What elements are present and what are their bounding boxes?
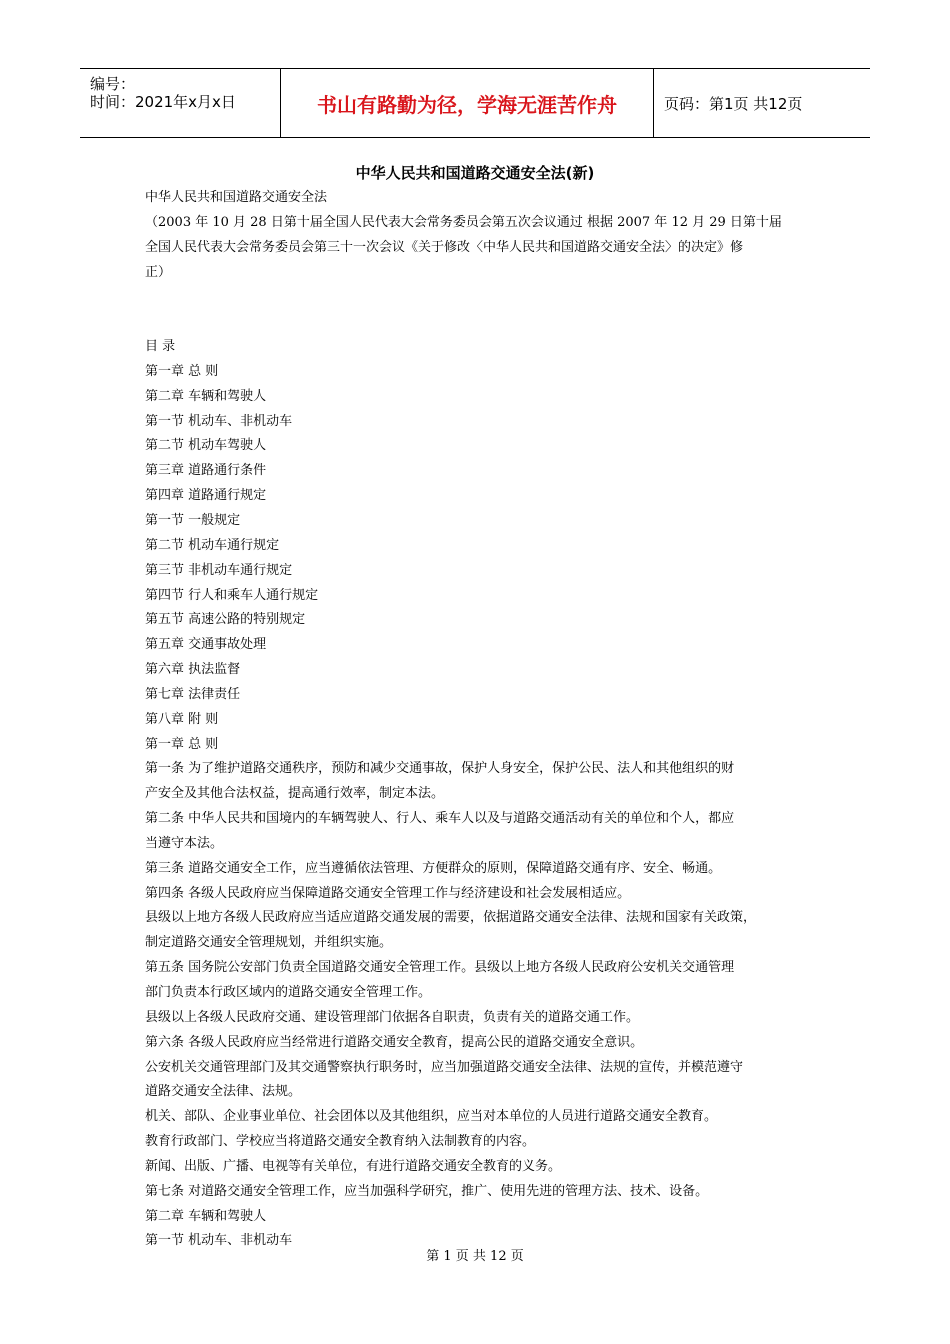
- text-line: 产安全及其他合法权益，提高通行效率，制定本法。: [145, 786, 445, 802]
- text-line: 教育行政部门、学校应当将道路交通安全教育纳入法制教育的内容。: [145, 1134, 536, 1150]
- intro-line: （2003 年 10 月 28 日第十届全国人民代表大会常务委员会第五次会议通过 根据 2007 年 12 月 29 日第十届: [145, 214, 782, 230]
- header-info-cell: [80, 69, 280, 137]
- text-line: 第二节 机动车驾驶人: [145, 438, 267, 454]
- time-label: 时间：2021年x月x日: [90, 93, 236, 111]
- text-line: 第三节 非机动车通行规定: [145, 562, 293, 578]
- text-line: 第一章 总 则: [145, 363, 219, 379]
- text-line: 公安机关交通管理部门及其交通警察执行职务时，应当加强道路交通安全法律、法规的宣传，并模范遵守: [145, 1059, 744, 1075]
- header-divider: [653, 69, 654, 137]
- text-line: 第三条 道路交通安全工作，应当遵循依法管理、方便群众的原则，保障道路交通有序、安全、畅通。: [145, 860, 722, 876]
- text-line: 第四节 行人和乘车人通行规定: [145, 587, 319, 603]
- text-line: 县级以上各级人民政府交通、建设管理部门依据各自职责，负责有关的道路交通工作。: [145, 1009, 640, 1025]
- text-line: 第三章 道路通行条件: [145, 463, 267, 479]
- text-line: 制定道路交通安全管理规划，并组织实施。: [145, 935, 393, 951]
- text-line: 第六条 各级人民政府应当经常进行道路交通安全教育，提高公民的道路交通安全意识。: [145, 1034, 644, 1050]
- document-body: [145, 186, 815, 1254]
- number-label: 编号：: [90, 75, 136, 93]
- text-line: 第五条 国务院公安部门负责全国道路交通安全管理工作。县级以上地方各级人民政府公安机关交通管理: [145, 960, 735, 976]
- text-line: 第一节 机动车、非机动车: [145, 1233, 293, 1249]
- text-line: 第七章 法律责任: [145, 686, 241, 702]
- intro-line: 全国人民代表大会常务委员会第三十一次会议《关于修改〈中华人民共和国道路交通安全法〉的决定》修: [145, 239, 744, 255]
- text-line: 部门负责本行政区域内的道路交通安全管理工作。: [145, 985, 432, 1000]
- page-footer: 第 1 页 共 12 页: [426, 1249, 524, 1264]
- document-lines: [145, 335, 815, 1254]
- text-line: 第四章 道路通行规定: [145, 488, 267, 504]
- text-line: 县级以上地方各级人民政府应当适应道路交通发展的需要，依据道路交通安全法律、法规和国家有关政策，: [145, 910, 757, 926]
- document-title: 中华人民共和国道路交通安全法(新): [355, 164, 595, 182]
- text-line: 当遵守本法。: [145, 835, 224, 851]
- text-line: 第六章 执法监督: [145, 662, 241, 678]
- intro-line: 正）: [145, 264, 172, 280]
- text-line: 第二章 车辆和驾驶人: [145, 1208, 267, 1224]
- text-line: 第五章 交通事故处理: [145, 637, 267, 653]
- text-line: 第二条 中华人民共和国境内的车辆驾驶人、行人、乘车人以及与道路交通活动有关的单位和个人，都应: [145, 811, 735, 827]
- text-line: 第四条 各级人民政府应当保障道路交通安全管理工作与经济建设和社会发展相适应。: [145, 885, 631, 901]
- text-line: 第八章 附 则: [145, 711, 219, 727]
- header-motto: 书山有路勤为径，学海无涯苦作舟: [317, 92, 617, 117]
- text-line: 第一节 一般规定: [145, 512, 241, 528]
- text-line: 道路交通安全法律、法规。: [145, 1084, 302, 1100]
- text-line: 第一条 为了维护道路交通秩序，预防和减少交通事故，保护人身安全，保护公民、法人和其他组织的财: [145, 761, 735, 777]
- header-table: [80, 68, 870, 138]
- text-line: 第一节 机动车、非机动车: [145, 413, 293, 429]
- intro-line: 中华人民共和国道路交通安全法: [145, 190, 328, 205]
- text-line: 第一章 总 则: [145, 736, 219, 752]
- text-line: 第二节 机动车通行规定: [145, 537, 280, 553]
- blank-space: [145, 285, 815, 335]
- text-line: 第五节 高速公路的特别规定: [145, 612, 306, 628]
- text-line: 机关、部队、企业事业单位、社会团体以及其他组织，应当对本单位的人员进行道路交通安全教育。: [145, 1109, 718, 1125]
- text-line: 第七条 对道路交通安全管理工作，应当加强科学研究，推广、使用先进的管理方法、技术、设备。: [145, 1183, 709, 1199]
- text-line: 目 录: [145, 339, 176, 355]
- text-line: 第二章 车辆和驾驶人: [145, 388, 267, 404]
- header-page-info: 页码：第1页 共12页: [664, 94, 803, 113]
- text-line: 新闻、出版、广播、电视等有关单位，有进行道路交通安全教育的义务。: [145, 1158, 562, 1174]
